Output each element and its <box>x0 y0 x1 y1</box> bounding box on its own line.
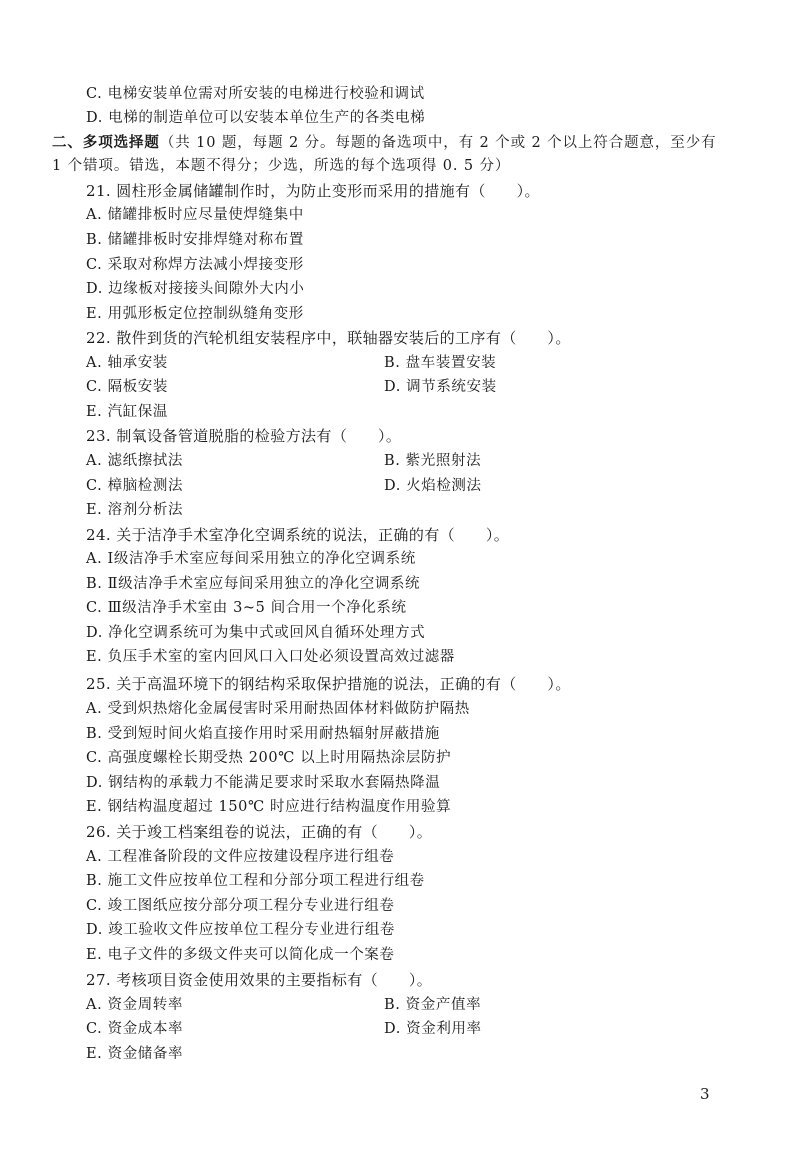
q22-option-b: B. 盘车装置安装 <box>384 355 497 371</box>
q22-option-e: E. 汽缸保温 <box>86 404 169 420</box>
q21-option-a: A. 储罐排板时应尽量使焊缝集中 <box>86 207 304 223</box>
carry-over-option-d: D. 电梯的制造单位可以安装本单位生产的各类电梯 <box>86 110 426 126</box>
q24-option-a: A. Ⅰ级洁净手术室应每间采用独立的净化空调系统 <box>86 551 416 567</box>
question-27-stem: 27. 考核项目资金使用效果的主要指标有（ ）。 <box>86 971 433 989</box>
q21-option-c: C. 采取对称焊方法减小焊接变形 <box>86 257 304 273</box>
carry-over-option-c: C. 电梯安装单位需对所安装的电梯进行校验和调试 <box>86 86 425 102</box>
q25-option-c: C. 高强度螺栓长期受热 200℃ 以上时用隔热涂层防护 <box>86 750 452 766</box>
q27-option-a: A. 资金周转率 <box>86 997 183 1013</box>
q26-option-c: C. 竣工图纸应按分部分项工程分专业进行组卷 <box>86 898 395 914</box>
q27-option-d: D. 资金利用率 <box>384 1021 482 1037</box>
q25-option-d: D. 钢结构的承载力不能满足要求时采取水套隔热降温 <box>86 775 441 791</box>
q24-option-e: E. 负压手术室的室内回风口入口处必须设置高效过滤器 <box>86 649 455 665</box>
q25-option-b: B. 受到短时间火焰直接作用时采用耐热辐射屏蔽措施 <box>86 726 440 742</box>
q27-option-b: B. 资金产值率 <box>384 997 482 1013</box>
question-25-stem: 25. 关于高温环境下的钢结构采取保护措施的说法，正确的有（ ）。 <box>86 675 571 693</box>
section-title: 二、多项选择题 <box>52 135 160 151</box>
q22-option-d: D. 调节系统安装 <box>384 379 497 395</box>
section-header <box>52 132 722 178</box>
q21-option-e: E. 用弧形板定位控制纵缝角变形 <box>86 306 304 322</box>
q26-option-a: A. 工程准备阶段的文件应按建设程序进行组卷 <box>86 849 395 865</box>
question-22-stem: 22. 散件到货的汽轮机组安装程序中，联轴器安装后的工序有（ ）。 <box>86 329 571 347</box>
page-number: 3 <box>700 1085 710 1103</box>
question-24-stem: 24. 关于洁净手术室净化空调系统的说法，正确的有（ ）。 <box>86 526 510 544</box>
question-23-stem: 23. 制氧设备管道脱脂的检验方法有（ ）。 <box>86 427 402 445</box>
q24-option-b: B. Ⅱ级洁净手术室应每间采用独立的净化空调系统 <box>86 576 421 592</box>
q24-option-c: C. Ⅲ级洁净手术室由 3~5 间合用一个净化系统 <box>86 600 407 616</box>
question-21-stem: 21. 圆柱形金属储罐制作时，为防止变形而采用的措施有（ ）。 <box>86 182 540 200</box>
q21-option-d: D. 边缘板对接接头间隙外大内小 <box>86 281 305 297</box>
q21-option-b: B. 储罐排板时安排焊缝对称布置 <box>86 232 304 248</box>
q22-option-c: C. 隔板安装 <box>86 379 168 395</box>
section-instructions: （共 10 题，每题 2 分。每题的备选项中，有 2 个或 2 个以上符合题意，至少有 1 个错项。错选，本题不得分；少选，所选的每个选项得 0. 5 分） <box>52 135 717 174</box>
q23-option-a: A. 滤纸擦拭法 <box>86 453 183 469</box>
q22-option-a: A. 轴承安装 <box>86 355 168 371</box>
q26-option-b: B. 施工文件应按单位工程和分部分项工程进行组卷 <box>86 873 425 889</box>
q23-option-c: C. 樟脑检测法 <box>86 478 184 494</box>
q26-option-d: D. 竣工验收文件应按单位工程分专业进行组卷 <box>86 922 396 938</box>
q27-option-c: C. 资金成本率 <box>86 1021 184 1037</box>
q25-option-e: E. 钢结构温度超过 150℃ 时应进行结构温度作用验算 <box>86 799 452 815</box>
q23-option-e: E. 溶剂分析法 <box>86 502 184 518</box>
q23-option-d: D. 火焰检测法 <box>384 478 482 494</box>
q24-option-d: D. 净化空调系统可为集中式或回风自循环处理方式 <box>86 625 426 641</box>
q23-option-b: B. 紫光照射法 <box>384 453 482 469</box>
q25-option-a: A. 受到炽热熔化金属侵害时采用耐热固体材料做防护隔热 <box>86 701 470 717</box>
q27-option-e: E. 资金储备率 <box>86 1046 184 1062</box>
question-26-stem: 26. 关于竣工档案组卷的说法，正确的有（ ）。 <box>86 823 433 841</box>
q26-option-e: E. 电子文件的多级文件夹可以简化成一个案卷 <box>86 947 395 963</box>
